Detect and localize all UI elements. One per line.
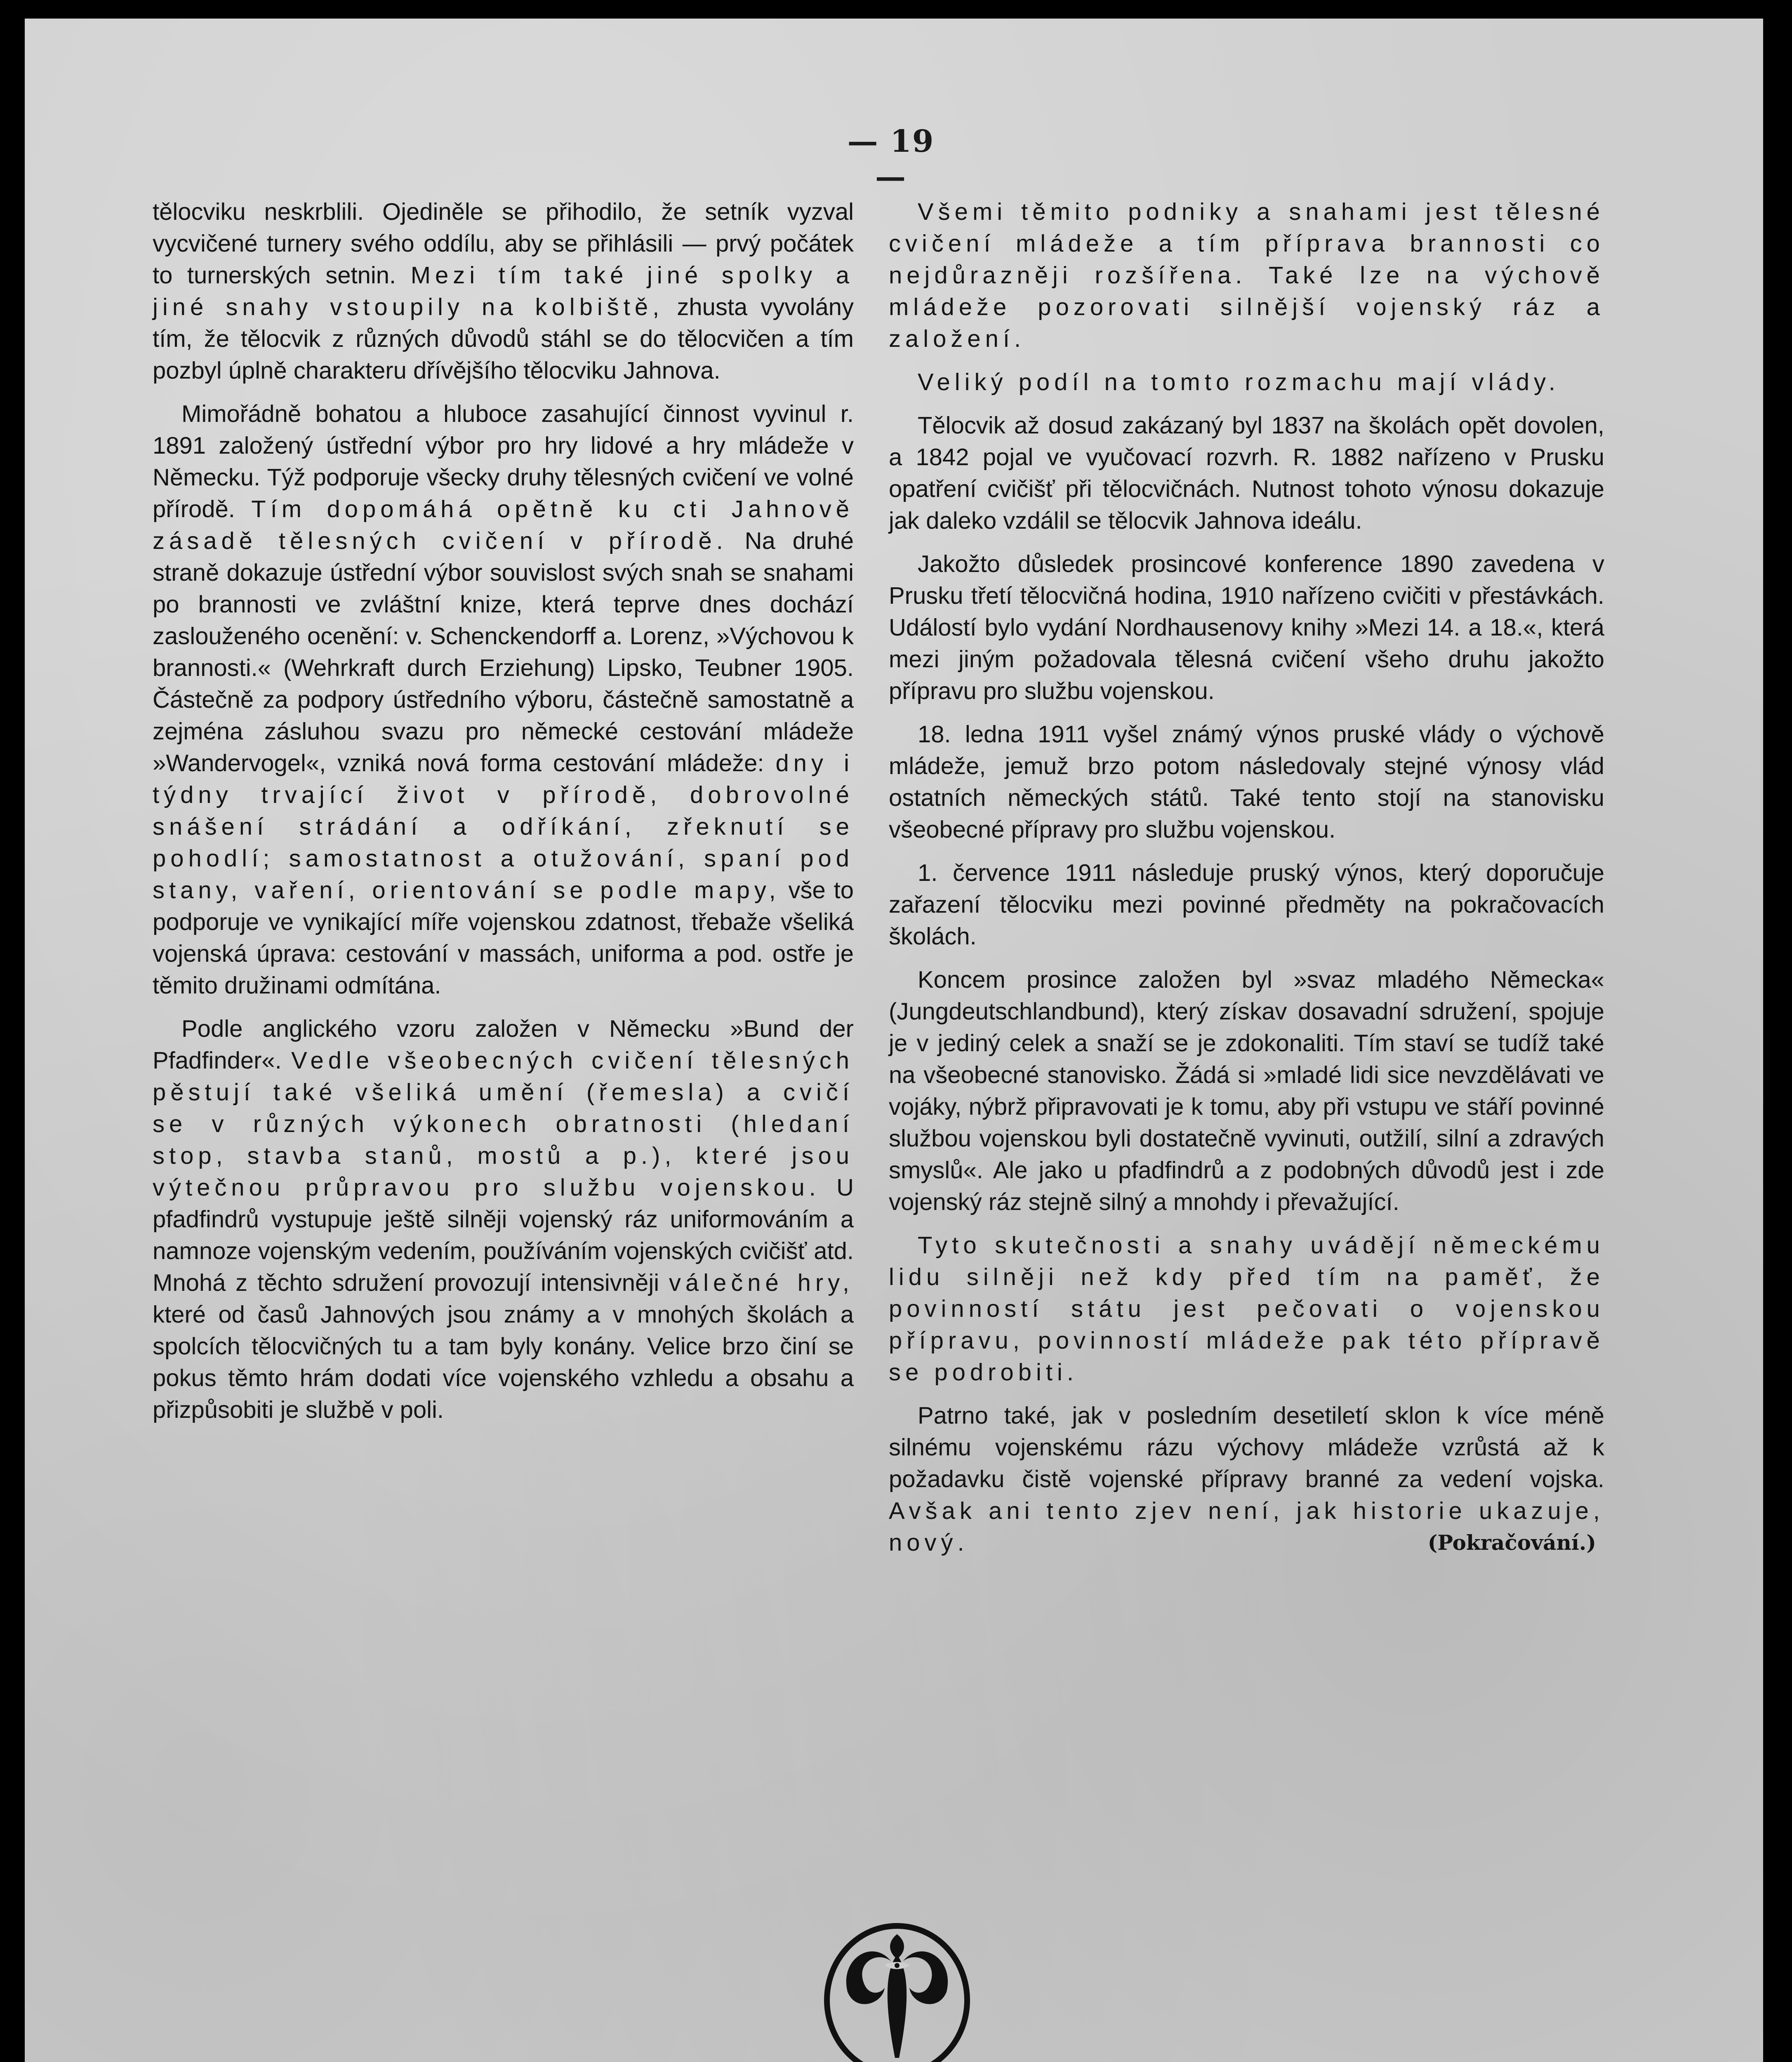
decorative-fleuron-icon bbox=[823, 1922, 971, 2062]
left-text-column bbox=[153, 196, 854, 1437]
paragraph-p6 bbox=[889, 410, 1604, 537]
body-text: Na druhé straně dokazuje ústřední výbor souvislost svých snah se snahami po brannosti ve zvláštní knize, která teprve dnes dochází zaslouženého ocenění: v. Schenckendorff a. Lorenz, »Výchovou k brannosti.« (Wehrkraft durch Erziehung) Lipsko, Teubner 1905. Částečně za podpory ústředního výboru, částečně samostatně a zejména zásluhou svazu pro německé cestování mládeže »Wandervogel«, vzniká nová forma cestování mládeže: bbox=[153, 527, 854, 777]
fleuron-ornament bbox=[823, 1922, 971, 2062]
body-text: Mimořádně bohatou a hluboce zasahující činnost vyvinul r. 1891 založený ústřední výbor pro hry lidové a hry mládeže v Německu. Týž podporuje všecky druhy tělesných cvičení ve volné přírodě. bbox=[153, 400, 854, 523]
body-text: Jakožto důsledek prosincové konference 1890 zavedena v Prusku třetí tělocvičná hodina, 1910 nařízeno cvičiti v přestávkách. Událostí bylo vydání Nordhausenovy knihy »Mezi 14. a 18.«, která mezi jiným požadovala tělesná cvičení všeho druhu jakožto přípravu pro službu vojenskou. bbox=[889, 551, 1604, 704]
paragraph-p1 bbox=[153, 196, 854, 386]
body-text: 18. ledna 1911 vyšel známý výnos pruské vlády o výchově mládeže, jemuž brzo potom následovaly stejné výnosy vlád ostatních německých států. Také tento stojí na stanovisku všeobecné přípravy pro službu vojenskou. bbox=[889, 721, 1604, 843]
emphasized-text: Tyto skutečnosti a snahy uvádějí německému lidu silněji než kdy před tím na paměť, že povinností státu jest pečovati o vojenskou přípravu, povinností mládeže pak této přípravě se podrobiti. bbox=[889, 1232, 1604, 1386]
paragraph-p12 bbox=[889, 1400, 1604, 1558]
paragraph-p7 bbox=[889, 548, 1604, 707]
emphasized-text: dny i týdny trvající život v přírodě, dobrovolné snášení strádání a odříkání, zřeknutí se pohodlí; samostatnost a otužování, spaní pod stany, vaření, orientování se podle mapy, bbox=[153, 750, 854, 904]
body-text: zhusta vyvolány tím, že tělocvik z různých důvodů stáhl se do tělocvičen a tím pozbyl úplně charakteru dřívějšího tělocviku Jahnova. bbox=[153, 294, 854, 384]
body-text: Podle anglického vzoru založen v Německu »Bund der Pfadfinder«. bbox=[153, 1015, 854, 1074]
page-number: — 19 — bbox=[847, 124, 935, 195]
body-text: tělocviku neskrblili. Ojediněle se přihodilo, že setník vyzval vycvičené turnery svého oddílu, aby se přihlásili — prvý počátek to turnerských setnin. bbox=[153, 198, 854, 289]
body-text: Patrno také, jak v posledním desetiletí sklon k více méně silnému vojenskému rázu výchovy mládeže vzrůstá až k požadavku čistě vojenské přípravy branné za vedení vojska. bbox=[889, 1402, 1604, 1492]
paragraph-p10 bbox=[889, 964, 1604, 1218]
body-text: vše to podporuje ve vynikající míře vojenskou zdatnost, třebaže všeliká vojenská úprava: cestování v massách, uniforma a pod. ostře je těmito družinami odmítána. bbox=[153, 877, 854, 999]
paragraph-p2 bbox=[153, 398, 854, 1001]
body-text: které od časů Jahnových jsou známy a v mnohých školách a spolcích tělocvičných tu a tam byly konány. Velice brzo činí se pokus těmto hrám dodati více vojenského vzhledu a obsahu a přizpůsobiti je službě v poli. bbox=[153, 1301, 854, 1423]
paragraph-p11 bbox=[889, 1229, 1604, 1388]
emphasized-text: Tím dopomáhá opětně ku cti Jahnově zásadě tělesných cvičení v přírodě. bbox=[153, 496, 854, 554]
continuation-note: (Pokračování.) bbox=[1427, 1530, 1596, 1555]
paragraph-p5 bbox=[889, 366, 1604, 398]
emphasized-text: válečné hry, bbox=[669, 1269, 854, 1296]
emphasized-text: Avšak ani tento zjev není, jak historie ukazuje, nový. bbox=[889, 1497, 1604, 1556]
emphasized-text: Veliký podíl na tomto rozmachu mají vlády. bbox=[918, 369, 1560, 395]
right-text-column bbox=[889, 196, 1604, 1570]
emphasized-text: Vedle všeobecných cvičení tělesných pěstují také všeliká umění (řemesla) a cvičí se v různých výkonech obratnosti (hledaní stop, stavba stanů, mostů a p.), které jsou výtečnou průpravou pro službu vojenskou. bbox=[153, 1047, 854, 1201]
document-page bbox=[25, 19, 1763, 2062]
paragraph-p3 bbox=[153, 1013, 854, 1426]
body-text: 1. července 1911 následuje pruský výnos, který doporučuje zařazení tělocviku mezi povinné předměty na pokračovacích školách. bbox=[889, 859, 1604, 950]
emphasized-text: Mezi tím také jiné spolky a jiné snahy vstoupily na kolbiště, bbox=[153, 262, 854, 320]
paragraph-p8 bbox=[889, 718, 1604, 845]
paragraph-p4 bbox=[889, 196, 1604, 355]
emphasized-text: Všemi těmito podniky a snahami jest tělesné cvičení mládeže a tím příprava brannosti co nejdůrazněji rozšířena. Také lze na výchově mládeže pozorovati silnější vojenský ráz a založení. bbox=[889, 198, 1604, 352]
paragraph-p9 bbox=[889, 857, 1604, 952]
body-text: Tělocvik až dosud zakázaný byl 1837 na školách opět dovolen, a 1842 pojal ve vyučovací rozvrh. R. 1882 nařízeno v Prusku opatření cvičišť při tělocvičnách. Nutnost tohoto výnosu dokazuje jak daleko vzdálil se tělocvik Jahnova ideálu. bbox=[889, 412, 1604, 534]
body-text: U pfadfindrů vystupuje ještě silněji vojenský ráz uniformováním a namnoze vojenským vedením, používáním vojenských cvičišť atd. Mnohá z těchto sdružení provozují intensivněji bbox=[153, 1174, 854, 1296]
body-text: Koncem prosince založen byl »svaz mladého Německa« (Jungdeutschlandbund), který získav dosavadní sdružení, spojuje je v jediný celek a snaží se je zdokonaliti. Tím staví se tudíž také na všeobecné stanovisko. Žádá si »mladé lidi sice nevzdělávati ve vojáky, nýbrž připravovati je k tomu, aby při vstupu ve stáří povinné službou vojenskou byli dostatečně vyvinuti, outžilí, silní a zdravých smyslů«. Ale jako u pfadfindrů a z podobných důvodů jest i zde vojenský ráz stejně silný a mnohdy i převažující. bbox=[889, 966, 1604, 1215]
